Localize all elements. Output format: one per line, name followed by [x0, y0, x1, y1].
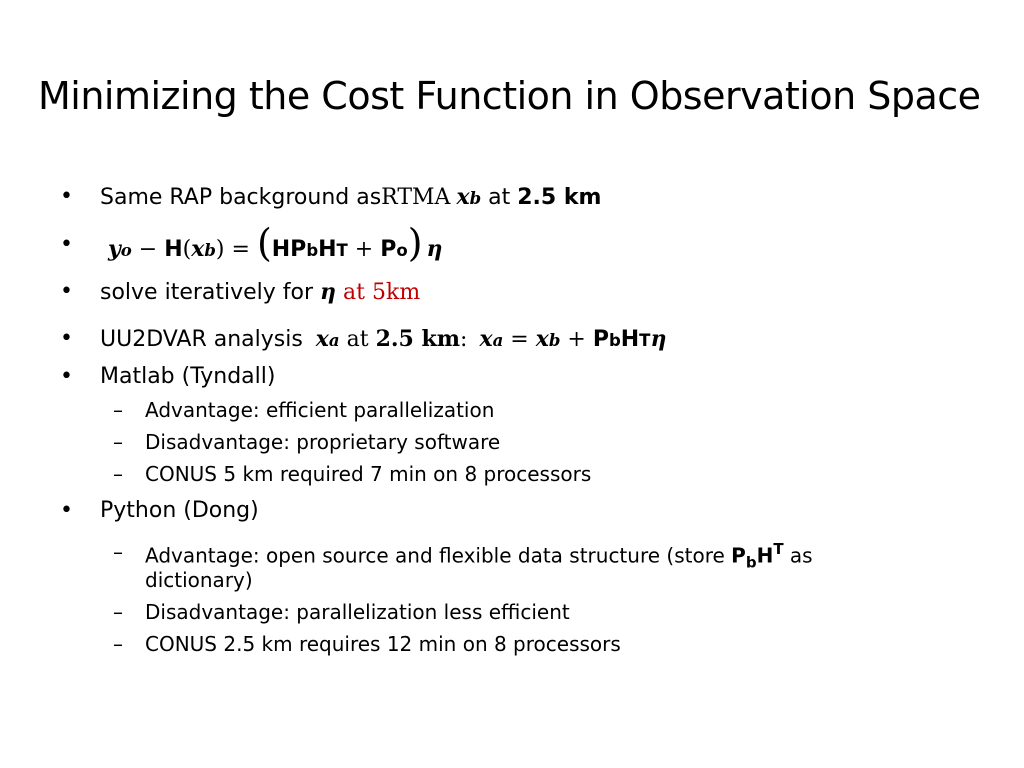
math-H: H	[620, 327, 640, 352]
resolution-label: 2.5 km	[517, 185, 602, 210]
bullet-marker: •	[60, 498, 73, 523]
math-x: x	[315, 326, 329, 352]
bullet-text: solve iteratively for	[100, 280, 321, 305]
sub-bullet-text-part: as	[783, 543, 813, 568]
sub-bullet-text-part: Advantage: open source and flexible data structure (store	[145, 543, 732, 568]
sub-bullet-text: CONUS 5 km required 7 min on 8 processors	[145, 462, 592, 486]
math-sub-b: b	[204, 241, 216, 260]
math-x: x	[535, 326, 549, 352]
math-plus: +	[347, 237, 381, 262]
sub-bullet-text: CONUS 2.5 km requires 12 min on 8 processors	[145, 632, 621, 656]
math-P: P	[380, 237, 397, 262]
math-rparen: )	[215, 237, 225, 262]
math-HP: HP	[271, 237, 307, 262]
math-sub-o: o	[396, 241, 408, 260]
math-H: H	[756, 543, 774, 568]
math-eta: η	[320, 279, 337, 305]
math-sub-o: o	[120, 241, 132, 260]
math-H: H	[164, 237, 183, 262]
math-lparen: (	[182, 237, 192, 262]
bullet-marker: •	[60, 279, 73, 304]
dash-marker: –	[113, 398, 123, 422]
bullet-text: Python (Dong)	[100, 498, 259, 523]
math-sub-a: a	[328, 331, 340, 350]
colon: :	[460, 327, 468, 352]
big-lparen: (	[256, 221, 272, 265]
sub-bullet-text: dictionary)	[145, 568, 253, 592]
math-plus: +	[560, 327, 593, 352]
math-sub-b: b	[608, 331, 621, 350]
dash-marker: –	[113, 540, 123, 564]
slide-title: Minimizing the Cost Function in Observation Space	[38, 74, 981, 118]
bullet-text-at: at	[481, 185, 518, 210]
math-eta: η	[650, 326, 667, 352]
dash-marker: –	[113, 632, 123, 656]
rtma-label: RTMA	[381, 185, 451, 210]
resolution-label: 2.5 km	[375, 326, 461, 352]
math-P: P	[592, 327, 609, 352]
sub-bullet-text: Disadvantage: parallelization less efficient	[145, 600, 570, 624]
math-x: x	[479, 326, 493, 352]
bullet-marker: •	[60, 232, 73, 257]
bullet-text: UU2DVAR analysis	[100, 327, 310, 352]
bullet-text: Same RAP background as	[100, 185, 382, 210]
bullet-marker: •	[60, 184, 73, 209]
resolution-label: at 5km	[336, 280, 421, 305]
bullet-marker: •	[60, 364, 73, 389]
math-sub-b: b	[548, 331, 561, 350]
bullet-text: Matlab (Tyndall)	[100, 364, 276, 389]
math-P: P	[731, 543, 746, 568]
math-sup-T: T	[773, 540, 784, 558]
big-rparen: )	[407, 221, 423, 265]
math-equals: =	[224, 237, 257, 262]
math-minus: −	[131, 237, 165, 262]
sub-bullet-text: Disadvantage: proprietary software	[145, 430, 501, 454]
math-H: H	[318, 237, 337, 262]
dash-marker: –	[113, 430, 123, 454]
math-sup-T: T	[639, 331, 651, 350]
sub-bullet-text	[145, 540, 813, 572]
bullet-marker: •	[60, 326, 73, 351]
math-sup-T: T	[336, 241, 348, 260]
math-equals: =	[503, 327, 536, 352]
math-sub-a: a	[492, 331, 504, 350]
dash-marker: –	[113, 462, 123, 486]
math-eta: η	[426, 236, 443, 262]
dash-marker: –	[113, 600, 123, 624]
sub-bullet-text: Advantage: efficient parallelization	[145, 398, 495, 422]
math-sub-b: b	[745, 553, 757, 572]
math-sub-b: b	[469, 189, 482, 208]
bullet-text-at: at	[339, 327, 376, 352]
math-x: x	[456, 184, 470, 210]
math-sub-b: b	[306, 241, 319, 260]
math-x: x	[191, 236, 205, 262]
math-y: y	[108, 236, 121, 262]
